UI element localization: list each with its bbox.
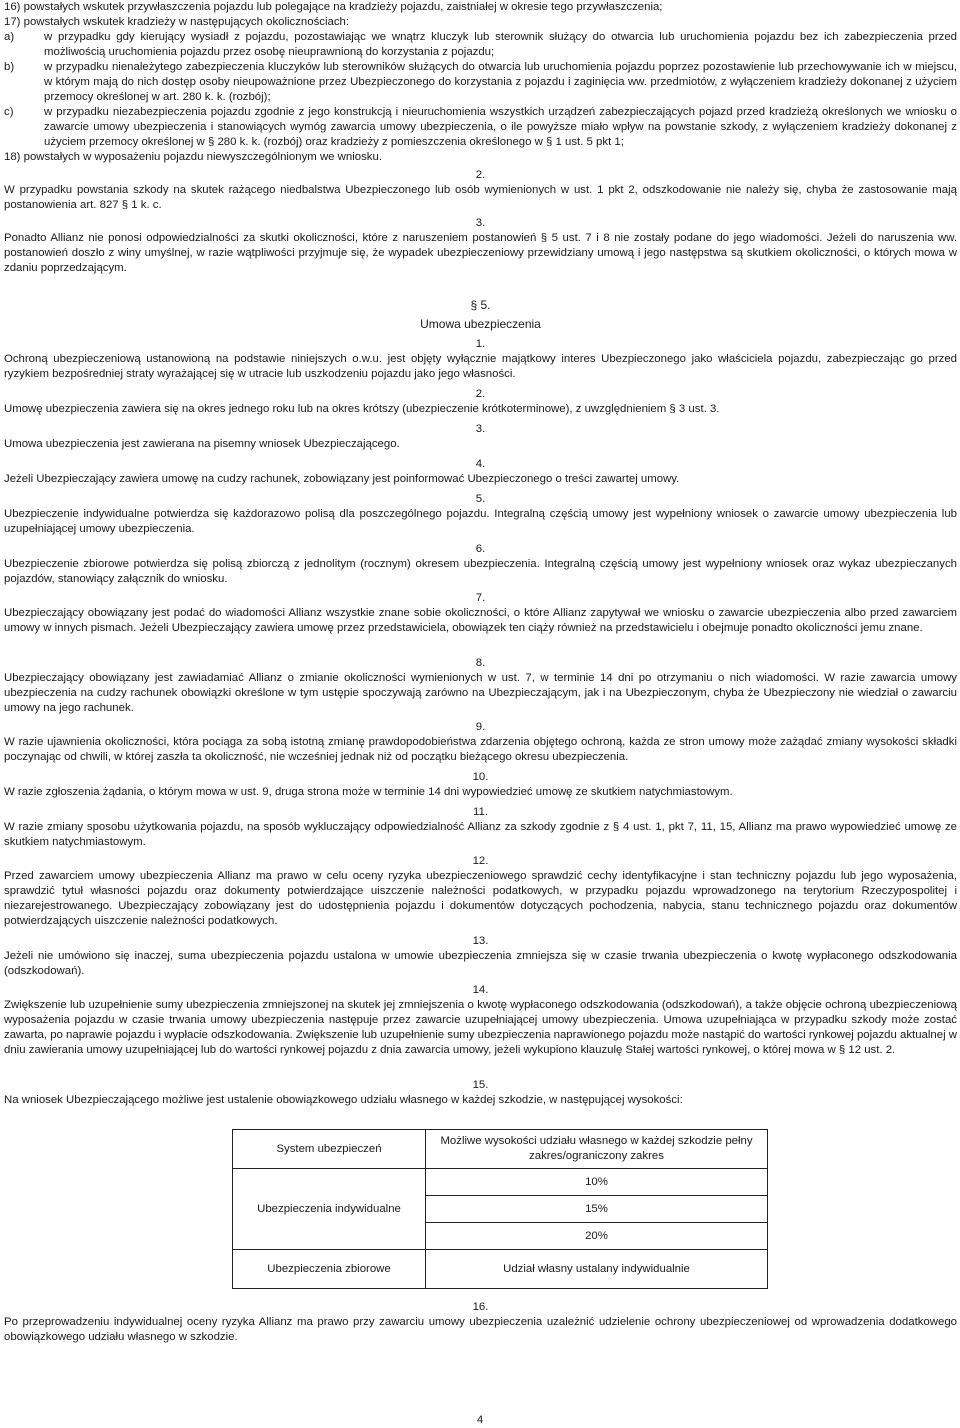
- clause-text: Ubezpieczający obowiązany jest podać do wiadomości Allianz wszystkie znane sobie okoliczności, o które Allianz zapytywał we wniosku o zawarcie ubezpieczenia albo przed zawarciem umowy w innych pismach. Jeżeli Ubezpieczający zawiera umowę przez przedstawiciela, obowiązek ten ciąży również na przedstawicielu i obejmuje ponadto okoliczności jemu znane.: [4, 607, 957, 634]
- exclusions-list: [4, 0, 957, 165]
- clause-number: 3.: [475, 423, 486, 435]
- sub-text: w przypadku nienależytego zabezpieczenia kluczyków lub sterowników służących do otwarcia lub uruchomienia pojazdu poprzez pozostawienie lub przechowywanie ich w miejscu, w którym mają do nich dostęp osoby nieupoważnione przez Ubezpieczonego do korzystania z pojazdu i zaginięcia ww. przedmiotów, z wyłączeniem kradzieży dokonanej z użyciem przemocy określonej w art. 280 k. k. (rozbój);: [44, 61, 957, 103]
- clause-9: [4, 720, 957, 765]
- clause-number: 15.: [472, 1079, 489, 1091]
- clause-number: 5.: [475, 493, 486, 505]
- clause-number: 10.: [472, 771, 489, 783]
- table-header-cell: Możliwe wysokości udziału własnego w każdej szkodzie pełny zakres/ograniczony zakres: [426, 1130, 768, 1169]
- paragraph-3: [4, 216, 957, 276]
- clause-13: [4, 934, 957, 979]
- clause-text: Umowę ubezpieczenia zawiera się na okres jednego roku lub na okres krótszy (ubezpieczenie krótkoterminowe), z uwzględnieniem § 3 ust. 3.: [4, 403, 720, 415]
- clause-text: Jeżeli Ubezpieczający zawiera umowę na cudzy rachunek, zobowiązany jest poinformować Ubezpieczonego o treści zawartej umowy.: [4, 473, 680, 485]
- clause-number: 9.: [475, 721, 486, 733]
- table-row: [233, 1130, 768, 1169]
- section-title: Umowa ubezpieczenia: [420, 317, 541, 331]
- clause-3: [4, 422, 957, 452]
- sub-text: w przypadku gdy kierujący wysiadł z pojazdu, pozostawiając we wnątrz kluczyk lub sterownik służący do otwarcia lub uruchomienia pojazdu bez ich zabezpieczenia przed możliwością uruchomienia pojazdu przez osobę nieuprawnioną do korzystania z pojazdu;: [44, 31, 957, 58]
- table-cell: Ubezpieczenia zbiorowe: [233, 1250, 426, 1289]
- paragraph-number: 2.: [475, 169, 486, 181]
- clause-text: Umowa ubezpieczenia jest zawierana na pisemny wniosek Ubezpieczającego.: [4, 438, 400, 450]
- clause-number: 11.: [473, 806, 488, 818]
- sub-marker: a): [4, 31, 15, 43]
- item-text: powstałych wskutek kradzieży w następujących okolicznościach:: [23, 16, 350, 28]
- table-header-cell: System ubezpieczeń: [233, 1130, 426, 1169]
- clause-2: [4, 387, 957, 417]
- clause-text: Ubezpieczający obowiązany jest zawiadamiać Allianz o zmianie okoliczności wymienionych w ust. 7, w terminie 14 dni po otrzymaniu o nich wiadomości. W razie zawarcia umowy ubezpieczenia na cudzy rachunek obowiązki określone w tym ustępie spoczywają zarówno na Ubezpieczającym, jak i na Ubezpieczonym, chyba że Ubezpieczony nie wiedział o zawarciu umowy na jego rachunek.: [4, 672, 957, 714]
- paragraph-2: [4, 168, 957, 213]
- clause-4: [4, 457, 957, 487]
- clause-1: [4, 337, 957, 382]
- clause-number: 16.: [472, 1301, 489, 1313]
- clause-10: [4, 770, 957, 800]
- section-heading: [4, 298, 957, 332]
- table-cell: 20%: [426, 1223, 768, 1250]
- sub-item-b: [4, 60, 957, 105]
- clause-number: 2.: [475, 388, 486, 400]
- clause-6: [4, 542, 957, 587]
- page-number: 4: [476, 1414, 484, 1426]
- clause-number: 1.: [475, 338, 486, 350]
- sub-marker: b): [4, 61, 15, 73]
- clause-number: 4.: [475, 458, 486, 470]
- clause-number: 8.: [475, 657, 486, 669]
- section-number: § 5.: [470, 298, 491, 312]
- table-row: [233, 1169, 768, 1196]
- clause-5: [4, 492, 957, 537]
- clause-text: Po przeprowadzeniu indywidualnej oceny ryzyka Allianz ma prawo przy zawarciu umowy ubezpieczenia uzależnić udzielenie ochrony ubezpieczeniowej od wprowadzenia dodatkowego obowiązkowego udziału własnego w szkodzie.: [4, 1316, 957, 1343]
- deductible-table: [232, 1129, 768, 1289]
- item-marker: 18): [4, 151, 21, 163]
- item-text: powstałych w wyposażeniu pojazdu niewyszczególnionym we wniosku.: [23, 151, 382, 163]
- clause-number: 14.: [472, 984, 489, 996]
- clause-text: Ubezpieczenie zbiorowe potwierdza się polisą zbiorczą z jednolitym (rocznym) okresem ubezpieczenia. Integralną częścią umowy jest wypełniony wniosek oraz wykaz ubezpieczanych pojazdów, stanowiący załącznik do wniosku.: [4, 558, 957, 585]
- item-marker: 16): [4, 1, 21, 13]
- clause-11: [4, 805, 957, 850]
- paragraph-text: W przypadku powstania szkody na skutek rażącego niedbalstwa Ubezpieczonego lub osób wymienionych w ust. 1 pkt 2, odszkodowanie nie należy się, chyba że zastosowanie mają postanowienia art. 827 § 1 k. c.: [4, 184, 957, 211]
- clause-text: W razie zgłoszenia żądania, o którym mowa w ust. 9, druga strona może w terminie 14 dni wypowiedzieć umowę ze skutkiem natychmiastowym.: [4, 786, 733, 798]
- clause-number: 6.: [475, 543, 486, 555]
- sub-marker: c): [4, 106, 14, 118]
- clause-14: [4, 983, 957, 1058]
- clause-text: Przed zawarciem umowy ubezpieczenia Allianz ma prawo w celu oceny ryzyka ubezpieczeniowego sprawdzić cechy identyfikacyjne i stan techniczny pojazdu lub jego wyposażenia, sprawdzić tytuł własności pojazdu oraz dokumenty potwierdzające uiszczenie należności podatkowych, w przypadku pojazdu wprowadzonego na terytorium Rzeczypospolitej i niezarejestrowanego. Ubezpieczający zobowiązany jest do udostępnienia pojazdu i dokumentów dotyczących pochodzenia, nabycia, stanu technicznego pojazdu oraz dokumentów potwierdzających uiszczenie należności podatkowych.: [4, 870, 957, 927]
- clause-text: Ochroną ubezpieczeniową ustanowioną na podstawie niniejszych o.w.u. jest objęty wyłącznie majątkowy interes Ubezpieczonego jako właściciela pojazdu, zabezpieczając go przed ryzykiem bezpośredniej straty wyrażającej się w utracie lub uszkodzeniu pojazdu jako jego własności.: [4, 353, 957, 380]
- list-item: [4, 15, 957, 30]
- table-row: [233, 1250, 768, 1289]
- paragraph-number: 3.: [475, 217, 486, 229]
- list-item: [4, 0, 957, 15]
- table-cell: 10%: [426, 1169, 768, 1196]
- sub-item-c: [4, 105, 957, 150]
- clause-text: W razie ujawnienia okoliczności, która pociąga za sobą istotną zmianę prawdopodobieństwa zdarzenia objętego ochroną, każda ze stron umowy może zażądać zmiany wysokości składki poczynając od chwili, w której zaszła ta okoliczność, nie wcześniej jednak niż od początku bieżącego okresu ubezpieczenia.: [4, 736, 957, 763]
- sub-text: w przypadku niezabezpieczenia pojazdu zgodnie z jego konstrukcją i nieuruchomienia wszystkich urządzeń zabezpieczających pojazd przed kradzieżą określonych we wniosku o zawarcie umowy ubezpieczenia i stanowiących wymóg zawarcia umowy ubezpieczenia, o ile powyższe miało wpływ na powstanie szkody, z wyłączeniem kradzieży dokonanej z użyciem przemocy określonej w § 280 k. k. (rozbój) oraz kradzieży z pomieszczenia określonego w § 1 ust. 5 pkt 1;: [44, 106, 957, 148]
- clause-text: Zwiększenie lub uzupełnienie sumy ubezpieczenia zmniejszonej na skutek jej zmniejszenia o kwotę wypłaconego odszkodowania (odszkodowań), a także objęcie ochroną ubezpieczeniową wyposażenia pojazdu w czasie trwania umowy ubezpieczenia następuje przez zawarcie uzupełniającej umowy ubezpieczenia. Umowa uzupełniająca w przypadku szkody może zostać zawarta, po naprawie pojazdu i wypłacie odszkodowania. Zwiększenie lub uzupełnienie sumy ubezpieczenia naprawionego pojazdu może nastąpić do wartości rynkowej pojazdu aktualnej w dniu zawierania umowy uzupełniającej lub do wartości rynkowej pojazdu z dnia zawarcia umowy, jeżeli wykupiono klauzulę Stałej wartości rynkowej, o której mowa w § 12 ust. 2.: [4, 999, 957, 1056]
- item-text: powstałych wskutek przywłaszczenia pojazdu lub polegające na kradzieży pojazdu, zaistniałej w okresie tego przywłaszczenia;: [23, 1, 663, 13]
- clause-7: [4, 591, 957, 636]
- clause-15: [4, 1078, 957, 1108]
- clause-12: [4, 854, 957, 929]
- table-cell: 15%: [426, 1196, 768, 1223]
- clause-number: 12.: [472, 855, 489, 867]
- clause-number: 13.: [472, 935, 489, 947]
- table-cell: Udział własny ustalany indywidualnie: [426, 1250, 768, 1289]
- clause-text: Ubezpieczenie indywidualne potwierdza się każdorazowo polisą dla poszczególnego pojazdu. Integralną częścią umowy jest wypełniony wniosek o zawarcie umowy ubezpieczenia lub uzupełniającej umowy ubezpieczenia.: [4, 508, 957, 535]
- list-item: [4, 150, 957, 165]
- sub-item-a: [4, 30, 957, 60]
- clause-number: 7.: [475, 592, 486, 604]
- table-cell: Ubezpieczenia indywidualne: [233, 1169, 426, 1250]
- clause-8: [4, 656, 957, 716]
- clause-16: [4, 1300, 957, 1345]
- paragraph-text: Ponadto Allianz nie ponosi odpowiedzialności za skutki okoliczności, które z naruszeniem postanowień § 5 ust. 7 i 8 nie zostały podane do jego wiadomości. Jeżeli do naruszenia ww. postanowień doszło z winy umyślnej, w razie wątpliwości przyjmuje się, że wypadek ubezpieczeniowy przewidziany umową i jego następstwa są skutkiem okoliczności, o których mowa w zdaniu poprzedzającym.: [4, 232, 957, 274]
- item-marker: 17): [4, 16, 21, 28]
- clause-text: W razie zmiany sposobu użytkowania pojazdu, na sposób wykluczający odpowiedzialność Allianz za szkody zgodnie z § 4 ust. 1, pkt 7, 11, 15, Allianz ma prawo wypowiedzieć umowę ze skutkiem natychmiastowym.: [4, 821, 957, 848]
- clause-text: Na wniosek Ubezpieczającego możliwe jest ustalenie obowiązkowego udziału własnego w każdej szkodzie, w następującej wysokości:: [4, 1094, 683, 1106]
- clause-text: Jeżeli nie umówiono się inaczej, suma ubezpieczenia pojazdu ustalona w umowie ubezpieczenia zmniejsza się w czasie trwania ubezpieczenia o kwotę wypłaconego odszkodowania (odszkodowań).: [4, 950, 957, 977]
